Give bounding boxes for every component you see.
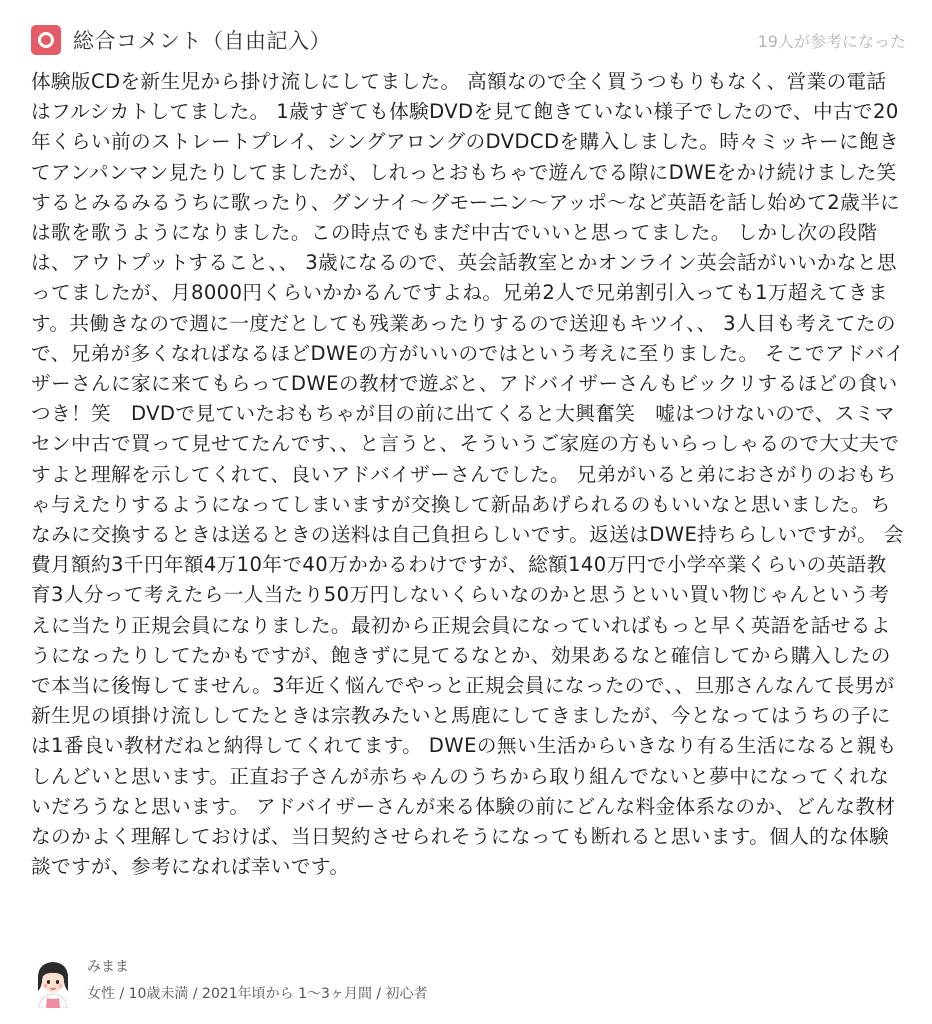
mother-avatar-icon [31,958,75,1008]
author-meta: 女性 / 10歳未満 / 2021年頃から 1〜3ヶ月間 / 初心者 [87,986,428,1002]
author-name: みまま [87,959,129,975]
review-comment-body: 体験版CDを新生児から掛け流しにしてました。 高額なので全く買うつもりもなく、営業の電話はフルシカトしてました。 1歳すぎても体験DVDを見て飽きていない様子でしたので、中古で20年くらい前のストレートプレイ、シングアロングのDVDCDを購入しました。時々ミッキーに飽きてアンパンマン見たりしてましたが、しれっとおもちゃで遊んでる隙にDWEをかけ続けました笑 するとみるみるうちに歌ったり、グンナイ〜グモーニン〜アッポ〜など英語を話し始めて2歳半には歌を歌うようになりました。この時点でもまだ中古でいいと思ってました。 しかし次の段階は、アウトプットすること、、 3歳になるので、英会話教室とかオンライン英会話がいいかなと思ってましたが、月8000円くらいかかるんですよね。兄弟2人で兄弟割引入っても1万超えてきます。共働きなので週に一度だとしても残業あったりするので送迎もキツイ、、 3人目も考えてたので、兄弟が多くなればなるほどDWEの方がいいのではという考えに至りました。 そこでアドバイザーさんに家に来てもらってDWEの教材で遊ぶと、アドバイザーさんもビックリするほどの食いつき！笑 DVDで見ていたおもちゃが目の前に出てくると大興奮笑 嘘はつけないので、スミマセン中古で買って見せてたんです、、と言うと、そういうご家庭の方もいらっしゃるので大丈夫ですよと理解を示してくれて、良いアドバイザーさんでした。 兄弟がいると弟におさがりのおもちゃ与えたりするようになってしまいますが交換して新品あげられるのもいいなと思いました。ちなみに交換するときは送るときの送料は自己負担らしいです。返送はDWE持ちらしいですが。 会費月額約3千円年額4万10年で40万かかるわけですが、総額140万円で小学卒業くらいの英語教育3人分って考えたら一人当たり50万円しないくらいなのかと思うといい買い物じゃんという考えに当たり正規会員になりました。最初から正規会員になっていればもっと早く英語を話せるようになったりしてたかもですが、飽きずに見てるなとか、効果あるなと確信してから購入したので本当に後悔してません。3年近く悩んでやっと正規会員になったので、、旦那さんなんて長男が新生児の頃掛け流ししてたときは宗教みたいと馬鹿にしてきましたが、今となってはうちの子には1番良い教材だねと納得してくれてます。 DWEの無い生活からいきなり有る生活になると親もしんどいと思います。正直お子さんが赤ちゃんのうちから取り組んでないと夢中になってくれないだろうなと思います。 アドバイザーさんが来る体験の前にどんな料金体系なのか、どんな教材なのかよく理解しておけば、当日契約させられそうになっても断れると思います。個人的な体験談ですが、参考になれば幸いです。 [31,70,905,879]
helpful-count: 19人が参考になった [757,31,906,51]
review-header [31,24,906,56]
review-author [31,958,428,1008]
section-title: 総合コメント（自由記入） [73,29,331,53]
circle-icon [31,25,61,55]
